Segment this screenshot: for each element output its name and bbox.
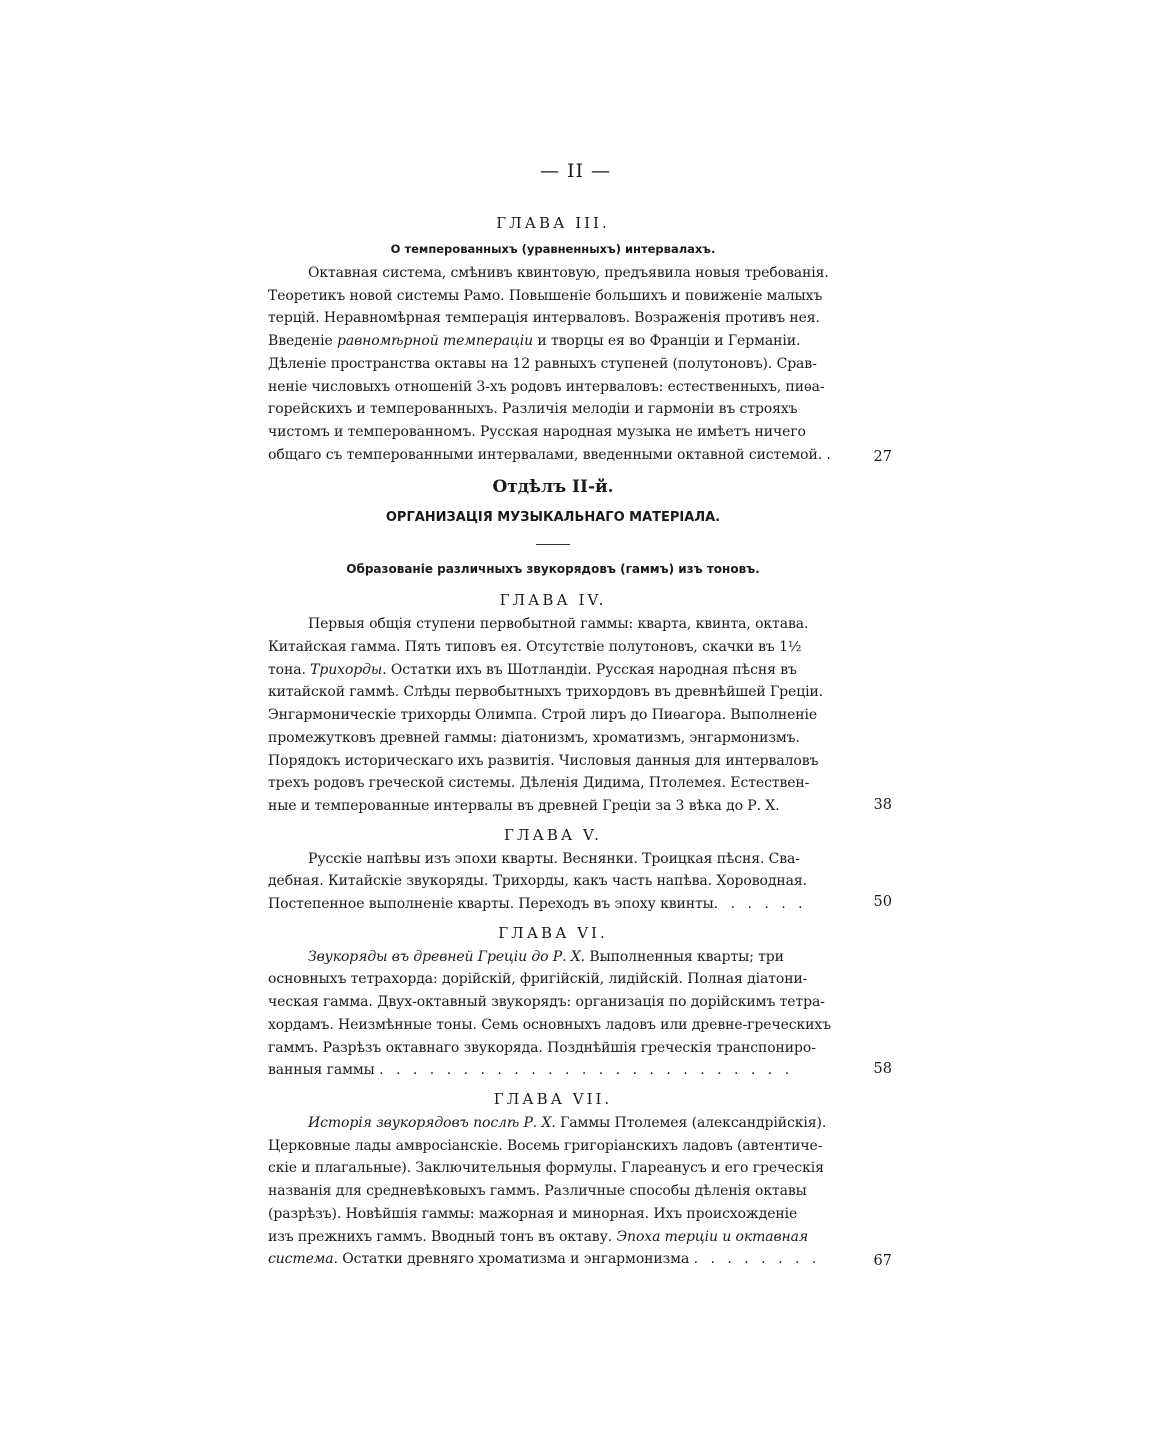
chapter-summary: Исторія звукорядовъ послѣ Р. Х. Гаммы Птолемея (александрійскія). Церковные лады амвросіанскіе. Восемь григоріанскихъ ладовъ (автентиче- скіе и плагальные). Заключительныя формулы. Глареанусъ и его греческія названія для средневѣковыхъ гаммъ. Различные способы дѣленія октавы (разрѣзъ). Новѣйшія гаммы: мажорная и минорная. Ихъ происхожденіе изъ прежнихъ гаммъ. Вводный тонъ въ октаву. Эпоха терціи и октавная система. Остатки древняго хроматизма и энгармонизма . . . . . . . .: [268, 1114, 827, 1268]
section-title: Отдѣлъ II-й.: [492, 477, 614, 498]
chapter-7: [268, 1086, 838, 1271]
toc-page-67: 67: [873, 1253, 892, 1269]
chapter-heading: ГЛАВА III.: [496, 214, 610, 232]
chapter-5: [268, 822, 838, 916]
chapter-summary: Русскіе напѣвы изъ эпохи кварты. Веснянки. Троицкая пѣсня. Сва- дебная. Китайскіе звукоряды. Трихорды, какъ часть напѣва. Хороводная. Постепенное выполненіе кварты. Переходъ въ эпоху квинты. . . . . .: [268, 850, 807, 913]
chapter-heading: ГЛАВА VI.: [498, 923, 608, 942]
chapter-3: [268, 210, 838, 466]
chapter-summary: Первыя общія ступени первобытной гаммы: кварта, квинта, октава. Китайская гамма. Пять типовъ ея. Отсутствіе полутоновъ, скачки въ 1½ тона. Трихорды. Остатки ихъ въ Шотландіи. Русская народная пѣсня въ китайской гаммѣ. Слѣды первобытныхъ трихордовъ въ древнѣйшей Греціи. Энгармоническіе трихорды Олимпа. Строй лиръ до Пиѳагора. Выполненіе промежутковъ древней гаммы: діатонизмъ, хроматизмъ, энгармонизмъ. Порядокъ историческаго ихъ развитія. Числовыя данныя для интерваловъ трехъ родовъ греческой системы. Дѣленія Дидима, Птолемея. Естествен- ные и темперованные интервалы въ древней Греціи за 3 вѣка до Р. Х.: [268, 616, 824, 814]
chapter-heading: ГЛАВА IV.: [499, 591, 607, 610]
section-subtitle: ОРГАНИЗАЦІЯ МУЗЫКАЛЬНАГО МАТЕРІАЛА.: [385, 510, 721, 526]
page-number: — II —: [539, 160, 612, 182]
chapter-heading: ГЛАВА VII.: [493, 1089, 613, 1108]
chapter-6: [268, 920, 838, 1082]
chapter-subtitle: О темперованныхъ (уравненныхъ) интервалахъ.: [390, 242, 716, 256]
table-of-contents: [268, 210, 838, 1271]
section-description: Образованіе различныхъ звукорядовъ (гаммъ) изъ тоновъ.: [346, 562, 760, 577]
chapter-4: [268, 587, 838, 817]
toc-page-58: 58: [873, 1061, 892, 1077]
section-2: [268, 472, 838, 583]
chapter-summary: Октавная система, смѣнивъ квинтовую, предъявила новыя требованія. Теоретикъ новой системы Рамо. Повышеніе большихъ и повиженіе малыхъ терцій. Неравномѣрная темперація интерваловъ. Возраженія противъ нея. Введеніе равномѣрной темпераціи и творцы ея во Франціи и Германіи. Дѣленіе пространства октавы на 12 равныхъ ступеней (полутоновъ). Срав- неніе числовыхъ отношеній 3-хъ родовъ интерваловъ: естественныхъ, пиѳа- горейскихъ и темперованныхъ. Различія мелодіи и гармоніи въ строяхъ чистомъ и темперованномъ. Русская народная музыка не имѣетъ ничего общаго съ темперованными интервалами, введенными октавной системой. .: [268, 265, 831, 463]
toc-page-38: 38: [873, 797, 892, 813]
chapter-heading: ГЛАВА V.: [504, 825, 602, 844]
divider: [536, 544, 570, 545]
toc-page-27: 27: [873, 449, 892, 465]
toc-page-50: 50: [873, 894, 892, 910]
chapter-summary: Звукоряды въ древней Греціи до Р. Х. Выполненныя кварты; три основныхъ тетрахорда: дорійскій, фригійскій, лидійскій. Полная діатони- ческая гамма. Двух-октавный звукорядъ: организація по дорійскимъ тетра- хордамъ. Неизмѣнные тоны. Семь основныхъ ладовъ или древне-греческихъ гаммъ. Разрѣзъ октавнаго звукоряда. Позднѣйшія греческія транспониро- ванныя гаммы . . . . . . . . . . . . . . . . . . . . . . . . .: [268, 948, 832, 1079]
